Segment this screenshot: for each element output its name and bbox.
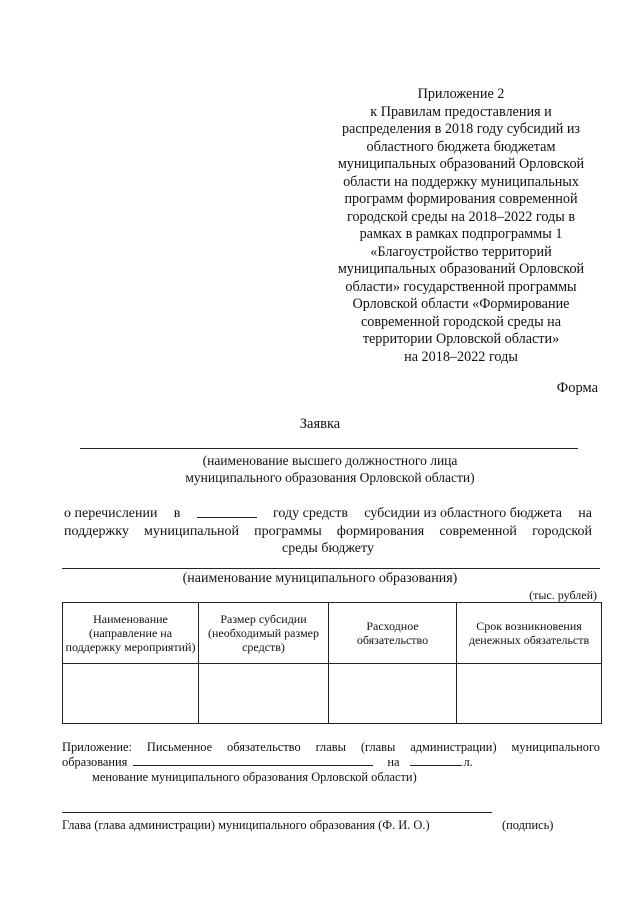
table-header-cell: Наименование (направление на поддержку мероприятий) xyxy=(63,603,199,664)
official-caption-line: (наименование высшего должностного лица xyxy=(202,453,458,468)
attachment-line-3: менование муниципального образования Орловской области) xyxy=(92,770,417,784)
municipality-name-line xyxy=(62,568,600,569)
request-line-1 xyxy=(64,505,592,523)
official-caption-line: муниципального образования Орловской области) xyxy=(185,470,475,485)
form-label: Форма xyxy=(556,380,598,396)
attachment-line-1 xyxy=(62,740,600,755)
attachment-block xyxy=(62,740,600,785)
attachment-word: (главы xyxy=(360,740,396,754)
request-line-3: среды бюджету xyxy=(282,541,374,556)
request-part-a: о перечислении xyxy=(64,506,158,521)
table-header-cell: Расходное обязательство xyxy=(329,603,457,664)
subsidy-table xyxy=(62,602,602,724)
request-word: программы xyxy=(254,523,322,539)
attachment-word: главы xyxy=(315,740,346,754)
appendix-line: муниципальных образований Орловской xyxy=(337,261,585,277)
signature-label: Глава (глава администрации) муниципального образования (Ф. И. О.) xyxy=(62,818,430,832)
appendix-line: рамках в рамках подпрограммы 1 xyxy=(359,226,563,242)
municipality-caption: (наименование муниципального образования) xyxy=(182,571,458,586)
table-header-row xyxy=(63,603,602,664)
appendix-header xyxy=(312,86,610,366)
table-cell[interactable] xyxy=(329,664,457,724)
attachment-pages-suffix: л. xyxy=(463,755,473,769)
official-name-line xyxy=(80,448,578,449)
signature-sign-label: (подпись) xyxy=(502,818,554,832)
table-header-cell: Размер субсидии (необходимый размер средств) xyxy=(199,603,329,664)
municipality-blank[interactable] xyxy=(133,755,373,766)
request-word: формирования xyxy=(336,523,425,539)
attachment-word: муниципального xyxy=(511,740,600,754)
table-cell[interactable] xyxy=(457,664,602,724)
appendix-line: программ формирования современной xyxy=(344,191,578,207)
appendix-line: распределения в 2018 году субсидий из xyxy=(341,121,581,137)
appendix-line: области на поддержку муниципальных xyxy=(343,173,579,190)
attachment-start: образования xyxy=(62,755,128,769)
official-caption xyxy=(80,452,580,486)
attachment-line-2 xyxy=(62,755,600,770)
request-part-c: году средств xyxy=(273,506,348,521)
appendix-line: современной городской среды на xyxy=(360,313,562,330)
request-line-2 xyxy=(64,523,592,541)
appendix-line: областного бюджета бюджетам xyxy=(366,138,556,155)
request-part-b: в xyxy=(173,506,181,521)
attachment-word: Приложение: xyxy=(62,740,132,754)
table-row xyxy=(63,664,602,724)
request-part-d: субсидии из областного бюджета xyxy=(364,506,562,521)
attachment-word: обязательство xyxy=(227,740,301,754)
request-word: современной xyxy=(439,523,517,539)
appendix-line: области» государственной программы xyxy=(345,278,577,295)
units-label: (тыс. рублей) xyxy=(529,588,597,602)
appendix-line: к Правилам предоставления и xyxy=(370,103,552,120)
document-title: Заявка xyxy=(299,416,341,432)
request-word: муниципальной xyxy=(143,523,239,539)
appendix-line: муниципальных образований Орловской xyxy=(337,156,585,172)
request-word: поддержку xyxy=(64,523,129,539)
signature-line xyxy=(62,812,492,813)
appendix-line: территории Орловской области» xyxy=(362,331,560,347)
appendix-line: на 2018–2022 годы xyxy=(404,348,518,365)
attachment-word: Письменное xyxy=(146,740,213,754)
request-part-e: на xyxy=(578,506,592,521)
table-cell[interactable] xyxy=(63,664,199,724)
appendix-line: Приложение 2 xyxy=(417,86,505,102)
appendix-line: Орловской области «Формирование xyxy=(352,296,570,312)
attachment-on: на xyxy=(387,755,400,769)
request-word: городской xyxy=(532,523,592,539)
request-paragraph xyxy=(64,505,592,558)
attachment-word: администрации) xyxy=(410,740,497,754)
pages-blank[interactable] xyxy=(410,755,462,766)
table-header-cell: Срок возникновения денежных обязательств xyxy=(457,603,602,664)
appendix-line: городской среды на 2018–2022 годы в xyxy=(346,208,576,225)
table-cell[interactable] xyxy=(199,664,329,724)
appendix-line: «Благоустройство территорий xyxy=(370,243,552,260)
year-blank[interactable] xyxy=(197,505,257,518)
